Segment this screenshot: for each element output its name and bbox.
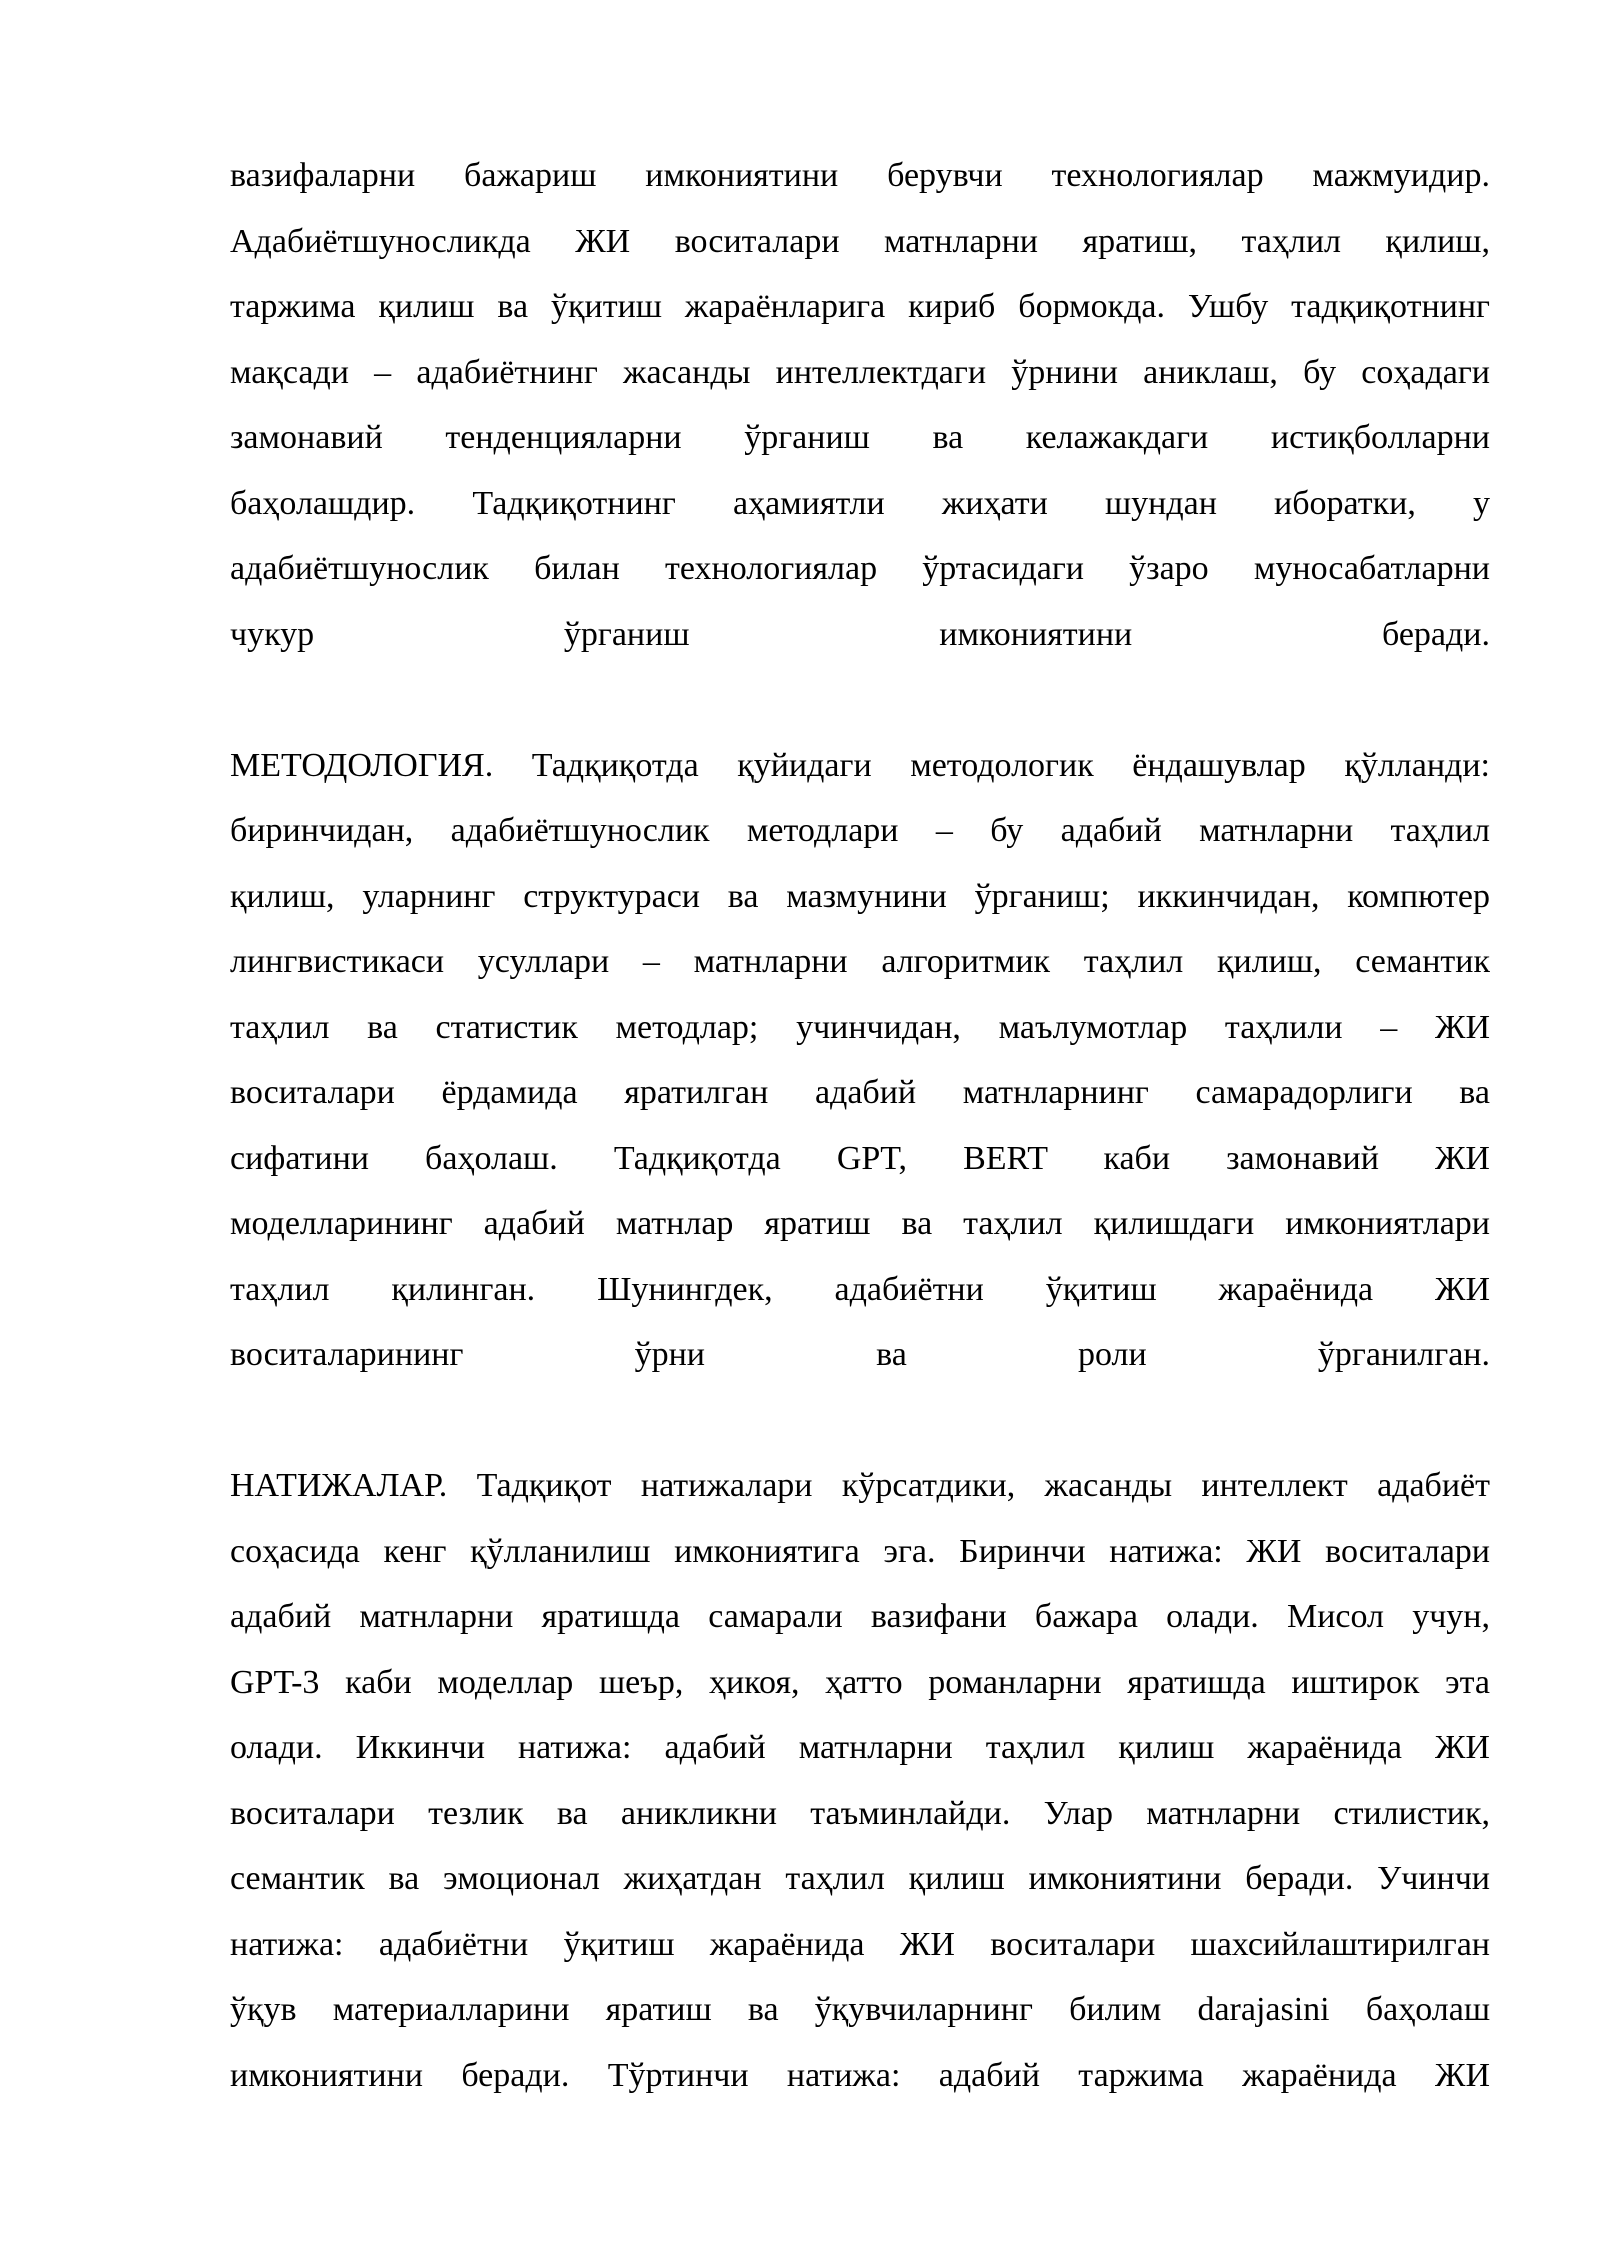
text-line: натижа: адабиётни ўқитиш жараёнида ЖИ воситалари шахсийлаштирилган (230, 1925, 1490, 1963)
text-line: замонавий тенденцияларни ўрганиш ва келажакдаги истиқболларни (230, 419, 1490, 456)
text-line: GPT-3 каби моделлар шеър, ҳикоя, ҳатто романларни яратишда иштирок эта (230, 1663, 1490, 1701)
text-line: адабий матнларни яратишда самарали вазифани бажара олади. Мисол учун, (230, 1598, 1490, 1635)
text-line: таҳлил қилинган. Шунингдек, адабиётни ўқитиш жараёнида ЖИ (230, 1270, 1490, 1308)
text-line: Адабиётшуносликда ЖИ воситалари матнларни яратиш, таҳлил қилиш, (230, 222, 1490, 260)
text-line: НАТИЖАЛАР. Тадқиқот натижалари кўрсатдики, жасанды интеллект адабиёт (230, 1467, 1490, 1504)
paragraph-gap (230, 667, 1490, 733)
paragraph-introduction (230, 143, 1490, 667)
text-line: вазифаларни бажариш имкониятини берувчи технологиялар мажмуидир. (230, 157, 1490, 194)
text-line: таржима қилиш ва ўқитиш жараёнларига кириб бормокда. Ушбу тадқиқотнинг (230, 288, 1490, 325)
text-line: таҳлил ва статистик методлар; учинчидан, маълумотлар таҳлили – ЖИ (230, 1008, 1490, 1046)
text-line: лингвистикаси усуллари – матнларни алгоритмик таҳлил қилиш, семантик (230, 943, 1490, 980)
paragraph-results (230, 1453, 1490, 2108)
text-line: моделларининг адабий матнлар яратиш ва таҳлил қилишдаги имкониятлари (230, 1205, 1490, 1242)
text-line: биринчидан, адабиётшунослик методлари – бу адабий матнларни таҳлил (230, 812, 1490, 849)
text-line: воситаларининг ўрни ва роли ўрганилган. (230, 1336, 1490, 1373)
text-line: олади. Иккинчи натижа: адабий матнларни таҳлил қилиш жараёнида ЖИ (230, 1729, 1490, 1766)
text-line: соҳасида кенг қўлланилиш имкониятига эга. Биринчи натижа: ЖИ воситалари (230, 1532, 1490, 1570)
document-page (230, 143, 1490, 2108)
text-line: семантик ва эмоционал жиҳатдан таҳлил қилиш имкониятини беради. Учинчи (230, 1860, 1490, 1897)
paragraph-gap (230, 1388, 1490, 1454)
text-line: ўқув материалларини яратиш ва ўқувчиларнинг билим darajasini баҳолаш (230, 1991, 1490, 2028)
text-line: воситалари тезлик ва аникликни таъминлайди. Улар матнларни стилистик, (230, 1794, 1490, 1832)
paragraph-methodology (230, 733, 1490, 1388)
text-line: имкониятини беради. Тўртинчи натижа: адабий таржима жараёнида ЖИ (230, 2056, 1490, 2094)
text-line: МЕТОДОЛОГИЯ. Тадқиқотда қуйидаги методологик ёндашувлар қўлланди: (230, 746, 1490, 784)
text-line: воситалари ёрдамида яратилган адабий матнларнинг самарадорлиги ва (230, 1074, 1490, 1111)
text-line: баҳолашдир. Тадқиқотнинг аҳамиятли жиҳати шундан иборатки, у (230, 484, 1490, 522)
text-line: чукур ўрганиш имкониятини беради. (230, 615, 1490, 653)
text-line: сифатини баҳолаш. Тадқиқотда GPT, BERT каби замонавий ЖИ (230, 1139, 1490, 1177)
text-line: адабиётшунослик билан технологиялар ўртасидаги ўзаро муносабатларни (230, 550, 1490, 587)
text-line: қилиш, уларнинг структураси ва мазмунини ўрганиш; иккинчидан, компютер (230, 877, 1490, 915)
text-line: мақсади – адабиётнинг жасанды интеллектдаги ўрнини аниклаш, бу соҳадаги (230, 353, 1490, 391)
